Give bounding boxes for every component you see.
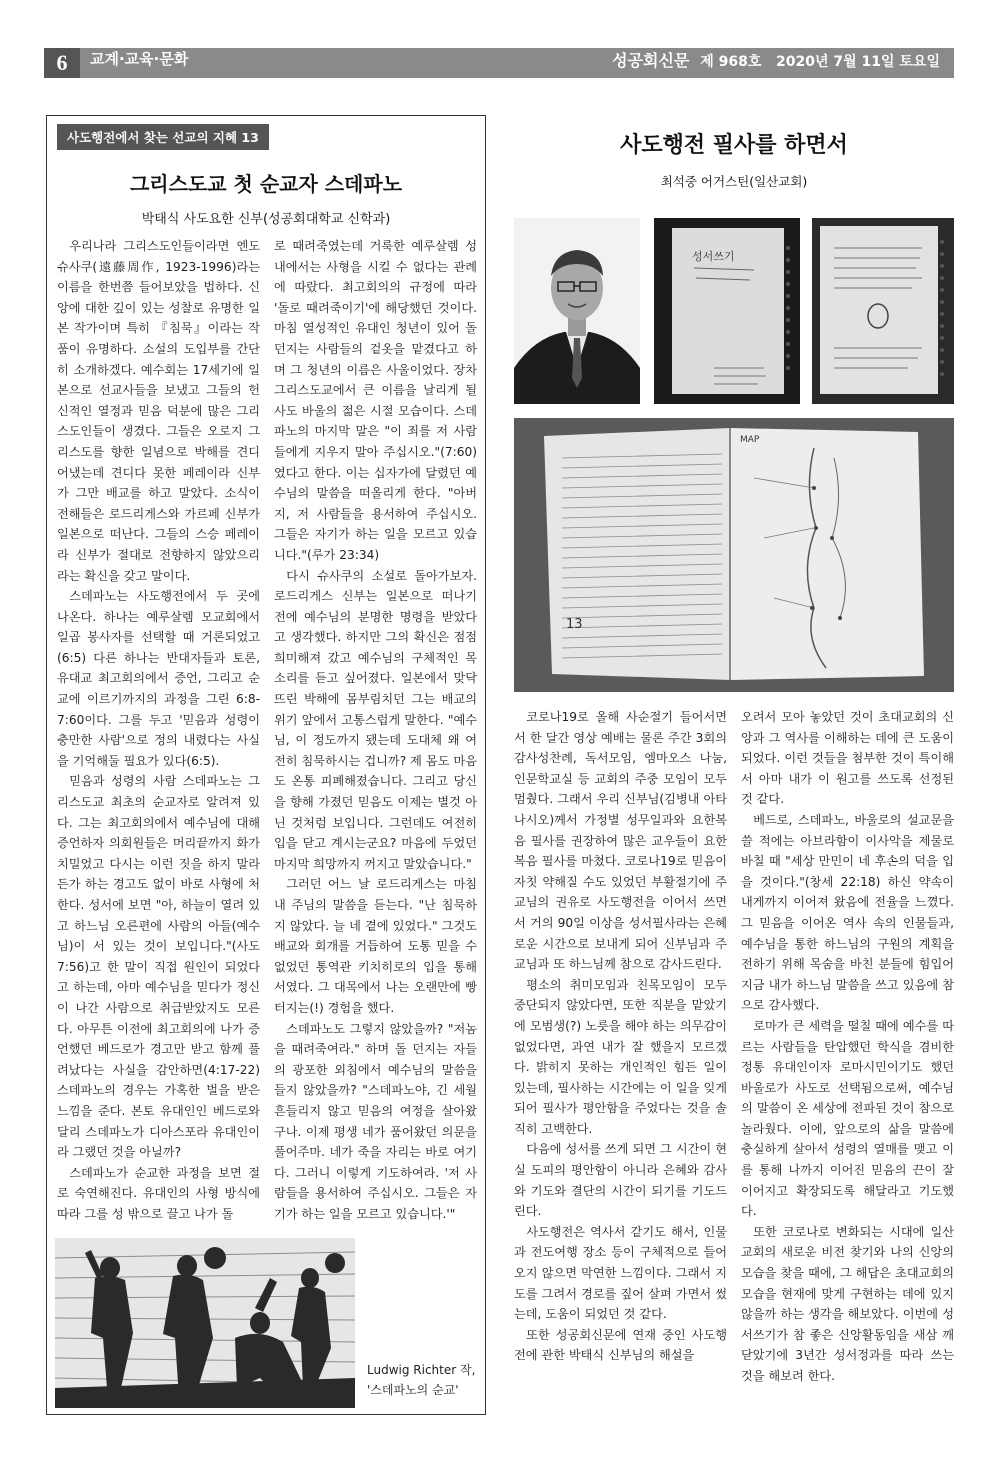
essay-column-1 — [514, 707, 727, 1415]
notebook-page-number: 13 — [566, 617, 583, 632]
issue-date: 2020년 7월 11일 토요일 — [776, 54, 940, 70]
paragraph: 로 때려죽였는데 거룩한 예루살렘 성내에서는 사형을 시킬 수 없다는 관례에 따랐다. 최고회의의 규정에 따라 '돌로 때려죽이기'에 해당했던 것이다. 마침 열성적인 유대인 청년이 있어 돌 던지는 사람들의 겉옷을 맡겼다고 하며 그 청년의 이름은 사울이었다. 장차 그리스도교에서 큰 이름을 날리게 될 사도 바울의 젊은 시절 모습이다. 스데파노의 마지막 말은 "이 죄를 저 사람들에게 지우지 말아 주십시오."(7:60)였다고 한다. 이는 십자가에 달렸던 예수님의 말씀을 떠올리게 한다. "아버지, 저 사람들을 용서하여 주십시오. 그들은 자기가 하는 일을 모르고 있습니다."(루가 23:34) — [274, 239, 477, 562]
essay-byline: 최석중 어거스틴(일산교회) — [660, 174, 808, 189]
paragraph: 또한 코로나로 변화되는 시대에 일산교회의 새로운 비전 찾기와 나의 신앙의 모습을 찾을 때에, 그 해답은 초대교회의 모습을 현재에 맞게 구현하는 데에 있지 않을까 하는 생각을 해보았다. 이번에 성서쓰기가 참 좋은 신앙활동임을 새삼 깨닫았기에 3년간 성서정과를 따라 쓰는 것을 해보려 한다. — [741, 1224, 954, 1383]
article-title: 그리스도교 첫 순교자 스데파노 — [129, 172, 403, 196]
paragraph: 다음에 성서를 쓰게 되면 그 시간이 현실 도피의 평안함이 아니라 은혜와 감사와 기도와 결단의 시간이 되기를 기도드린다. — [514, 1142, 727, 1219]
notebook-cover-photo — [654, 218, 800, 404]
notebook-cover-text: 성서쓰기 — [692, 250, 735, 263]
paragraph: 로마가 큰 세력을 떨칠 때에 예수를 따르는 사람들을 탄압했던 학식을 겸비한 정통 유대인이자 로마시민이기도 했던 바울로가 사도로 선택됨으로써, 예수님의 말씀이 온 세상에 전파된 것이 참으로 놀라웠다. 이에, 앞으로의 삶을 말씀에 충실하게 살아서 성령의 열매를 맺고 이를 통해 나까지 이어진 믿음의 끈이 잘 이어지고 확장되도록 해달라고 기도했다. — [741, 1018, 954, 1219]
page-header — [44, 48, 954, 78]
martyrdom-engraving — [55, 1238, 355, 1408]
paragraph: 베드로, 스데파노, 바울로의 설교문을 쓸 적에는 아브라함이 이사악을 제물로 바칠 때 "세상 만민이 네 후손의 덕을 입을 것이다."(창세 22:18) 하신 약속이 내게까지 이어져 왔음에 전율을 느꼈다. 그 믿음을 이어온 역사 속의 인물들과, 예수님을 통한 하느님의 구원의 계획을 전하기 위해 목숨을 바친 분들에 힘입어 지금 내가 하느님 말씀을 쓰고 있음에 참으로 감사했다. — [741, 812, 954, 1013]
paragraph: 사도행전은 역사서 같기도 해서, 인물과 전도여행 장소 등이 구체적으로 들어오지 않으면 막연한 느낌이다. 그래서 지도를 그려서 경로를 짚어 살펴 가면서 썼는데, 도움이 되었던 것 같다. — [514, 1224, 727, 1322]
author-photo — [514, 218, 640, 404]
open-notebook-photo — [514, 418, 954, 692]
newspaper-name: 성공회신문 — [612, 51, 690, 70]
masthead — [612, 48, 940, 71]
section-title: 교계·교육·문화 — [90, 50, 189, 68]
notebook-map-label: MAP — [740, 435, 760, 445]
series-label: 사도행전에서 찾는 선교의 지혜 13 — [57, 124, 269, 150]
paragraph: 평소의 취미모임과 친목모임이 모두 중단되지 않았다면, 또한 직분을 맡았기에 모범생(?) 노릇을 해야 하는 의무감이 없었다면, 과연 내가 잘 했을지 모르겠다. 밝히지 못하는 개인적인 힘든 일이 있는데, 필사하는 시간에는 이 일을 잊게 되어 필사가 평안함을 주었다는 것을 솔직히 고백한다. — [514, 977, 727, 1136]
essay-column-2 — [741, 707, 954, 1415]
article-column-1 — [57, 236, 260, 1236]
left-article — [46, 115, 486, 1415]
article-byline: 박태식 사도요한 신부(성공회대학교 신학과) — [141, 212, 391, 227]
paragraph: 오려서 모아 놓았던 것이 초대교회의 신앙과 그 역사를 이해하는 데에 큰 도움이 되었다. 이런 것들을 첨부한 것이 특이해서 아마 내가 이 원고를 쓰도록 선정된 것 같다. — [741, 710, 954, 807]
article-column-2 — [274, 236, 477, 1236]
image-caption: Ludwig Richter 작, '스데파노의 순교' — [367, 1363, 476, 1397]
paragraph: 코로나19로 올해 사순절기 들어서면서 한 달간 영상 예배는 물론 주간 3회의 감사성찬례, 독서모임, 엠마오스 나눔, 인문학교실 등 교회의 주중 모임이 모두 멈췄다. 그래서 우리 신부님(김병내 아타나시오)께서 가정별 성무일과와 요한복음 필사를 권장하여 많은 교우들이 요한복음 필사를 마쳤다. 코로나19로 믿음이 자칫 약해질 수도 있었던 부활절기에 주교님의 권유로 사도행전을 이어서 쓰면서 거의 90일 이상을 성서필사라는 은혜로운 시간으로 보내게 되어 신부님과 주교님과 또 하느님께 참으로 감사드린다. — [514, 710, 727, 972]
essay-title: 사도행전 필사를 하면서 — [620, 132, 848, 158]
paragraph: 스데파노가 순교한 과정을 보면 절로 숙연해진다. 유대인의 사형 방식에 따라 그를 성 밖으로 끌고 나가 돌 — [57, 1165, 260, 1221]
paragraph: 스데파노는 사도행전에서 두 곳에 나온다. 하나는 예루살렘 모교회에서 일곱 봉사자를 선택할 때 거론되었고(6:5) 다른 하나는 반대자들과 토론, 유대교 최고회의에서 증언, 그리고 순교에 이르기까지의 과정을 그린 6:8-7:60이다. 그를 두고 '믿음과 성령이 충만한 사람'으로 정의 내렸다는 사실을 기억해둘 필요가 있다(6:5). — [57, 589, 260, 768]
paragraph: 다시 슈사쿠의 소설로 돌아가보자. 로드리게스 신부는 일본으로 떠나기 전에 예수님의 분명한 명령을 받았다고 생각했다. 하지만 그의 확신은 점점 희미해져 갔고 예수님의 구체적인 목소리를 듣고 싶어졌다. 일본에서 맞닥뜨린 박해에 몸부림치던 그는 배교의 위기 앞에서 고통스럽게 말한다. "예수님, 이 정도까지 됐는데 도대체 왜 여전히 침묵하시는 겁니까? 제 몸도 마음도 온통 피폐해졌습니다. 그리고 당신을 향해 가졌던 믿음도 이제는 별것 아닌 것처럼 보입니다. 그런데도 여전히 입을 닫고 계시는군요? 마음에 두었던 마지막 희망까지 꺼지고 말았습니다." — [274, 568, 477, 871]
paragraph: 우리나라 그리스도인들이라면 엔도 슈사쿠(遠藤周作, 1923-1996)라는 이름을 한번쯤 들어보았을 법하다. 신앙에 대한 깊이 있는 성찰로 유명한 일본 작가이며 특히 『침묵』이라는 작품이 유명하다. 소설의 도입부를 간단히 소개하겠다. 예수회는 17세기에 일본으로 선교사들을 보냈고 그들의 헌신적인 열정과 믿음 덕분에 많은 그리스도인들이 생겼다. 그들은 오로지 그리스도를 향한 일념으로 박해를 견디어냈는데 견디다 못한 페레이라 신부가 그만 배교를 하고 말았다. 소식이 전해들은 로드리게스와 가르페 신부가 일본으로 떠난다. 그들의 스승 페레이라 신부가 절대로 전향하지 않았으리라는 확신을 갖고 말이다. — [57, 239, 260, 583]
paragraph: 또한 성공회신문에 연재 중인 사도행전에 관한 박태식 신부님의 해설을 — [514, 1327, 727, 1363]
notebook-page-photo — [812, 218, 954, 404]
issue-number: 제 968호 — [700, 54, 762, 70]
paragraph: 믿음과 성령의 사람 스데파노는 그리스도교 최초의 순교자로 알려져 있다. 그는 최고회의에서 예수님에 대해 증언하자 의회원들은 머리끝까지 화가 치밀었고 다시는 이런 짓을 하지 말라든가 하는 경고도 없이 바로 사형에 처한다. 성서에 보면 "아, 하늘이 열려 있고 하느님 오른편에 사람의 아들(예수님)이 서 있는 것이 보입니다."(사도 7:56)고 한 말이 직접 원인이 되었다고 하는데, 아마 예수님을 믿다가 정신이 나간 사람으로 취급받았지도 모른다. 아무튼 이전에 최고회의에 나가 증언했던 베드로가 경고만 받고 함께 풀려났다는 사실을 감안하면(4:17-22) 스데파노의 경우는 가혹한 벌을 받은 느낌을 준다. 본토 유대인인 베드로와 달리 스데파노가 디아스포라 유대인이라 그랬던 것을 아닐까? — [57, 774, 260, 1160]
page-number: 6 — [44, 48, 80, 78]
paragraph: 스데파노도 그렇지 않았을까? "저놈을 때려죽여라." 하며 돌 던지는 자들의 광포한 외침에서 예수님의 말씀을 들지 않았을까? "스데파노야, 긴 세월 흔들리지 않고 믿음의 여정을 살아왔구나. 이제 평생 네가 품어왔던 의문을 풀어주마. 네가 죽을 자리는 바로 여기다. 그러니 이렇게 기도하여라. '저 사람들을 용서하여 주십시오. 그들은 자기가 하는 일을 모르고 있습니다.'" — [274, 1021, 477, 1221]
paragraph: 그러던 어느 날 로드리게스는 마침내 주님의 말씀을 듣는다. "난 침묵하지 않았다. 늘 네 곁에 있었다." 그것도 배교와 회개를 거듭하여 도통 믿을 수 없었던 통역관 키치히로의 입을 통해서였다. 그 대목에서 나는 오랜만에 빵 터지는(!) 경험을 했다. — [274, 877, 477, 1015]
